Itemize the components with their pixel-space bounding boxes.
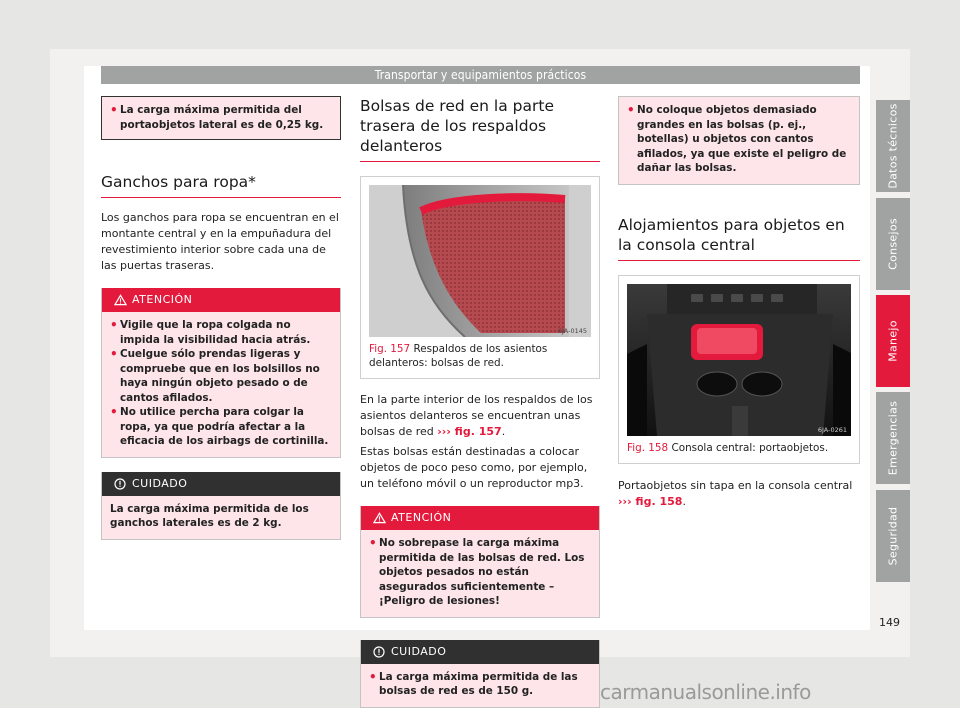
atencion-bullet: • Cuelgue sólo prendas ligeras y compruebe que en los bolsillos no haya ningún objeto pesado o de cantos afilados. <box>110 347 332 405</box>
paragraph-ganchos: Los ganchos para ropa se encuentran en el montante central y en la empuñadura del revestimiento interior sobre cada una de las puertas traseras. <box>101 211 339 272</box>
figure-157-label: Fig. 157 <box>369 343 411 355</box>
paragraph-bolsas-1 <box>360 392 600 440</box>
figure-158-caption-text: Consola central: portaobjetos. <box>671 441 829 454</box>
atencion-box-2 <box>360 506 600 618</box>
figure-157-image <box>369 185 591 337</box>
figure-157-link[interactable]: ››› fig. 157 <box>437 425 502 438</box>
paragraph-text: Portaobjetos sin tapa en la consola central <box>618 478 853 492</box>
info-circle-icon <box>114 478 126 490</box>
paragraph-text: . <box>682 494 686 508</box>
figure-158-link[interactable]: ››› fig. 158 <box>618 494 683 508</box>
tab-label: Consejos <box>886 218 900 270</box>
tab-datos-tecnicos[interactable] <box>876 100 910 192</box>
column-1 <box>101 96 341 540</box>
atencion-bullet: • No utilice percha para colgar la ropa, ya que podría afectar a la eficacia de los airbags de cortinilla. <box>110 405 332 449</box>
seat-back-net-illustration <box>369 185 591 337</box>
atencion-body <box>102 312 340 457</box>
cuidado-header <box>102 472 340 496</box>
tab-emergencias[interactable] <box>876 392 910 484</box>
paragraph-text: . <box>501 425 506 438</box>
page-header: Transportar y equipamientos prácticos <box>101 66 860 84</box>
section-title-bolsas: Bolsas de red en la parte trasera de los respaldos delanteros <box>360 96 600 162</box>
cuidado-body: La carga máxima permitida de los ganchos laterales es de 2 kg. <box>110 502 309 529</box>
center-console-illustration <box>627 284 851 436</box>
atencion-continued-body <box>619 97 859 184</box>
atencion-bullet: • No coloque objetos demasiado grandes en las bolsas (p. ej., botellas) u objetos con cantos afilados, ya que existe el peligro de dañar las bolsas. <box>627 103 851 176</box>
tab-label: Manejo <box>886 320 900 362</box>
paragraph-alojamientos <box>618 478 860 510</box>
atencion-label: ATENCIÓN <box>132 293 193 306</box>
atencion-body-2 <box>361 530 599 617</box>
tab-label: Datos técnicos <box>886 103 900 189</box>
tab-label: Seguridad <box>886 506 900 566</box>
section-title-ganchos: Ganchos para ropa* <box>101 172 341 198</box>
page-number: 149 <box>879 616 900 629</box>
info-circle-icon <box>373 646 385 658</box>
note-bullet: • La carga máxima permitida del portaobjetos lateral es de 0,25 kg. <box>110 103 332 132</box>
paragraph-text: En la parte interior de los respaldos de los asientos delanteros se encuentran unas bolsas de red <box>360 393 593 438</box>
atencion-label-2: ATENCIÓN <box>391 511 452 524</box>
cuidado-bullet: • La carga máxima permitida de las bolsas de red es de 150 g. <box>369 670 591 699</box>
atencion-continued-box <box>618 96 860 185</box>
figure-158-caption <box>619 436 859 463</box>
tab-label: Emergencias <box>886 400 900 476</box>
tab-consejos[interactable] <box>876 198 910 290</box>
cuidado-label-2: CUIDADO <box>391 644 447 658</box>
atencion-header <box>102 288 340 312</box>
cuidado-header-2 <box>361 640 599 664</box>
figure-158-image <box>627 284 851 436</box>
cuidado-box <box>101 472 341 540</box>
column-3 <box>618 96 860 510</box>
figure-158-label: Fig. 158 <box>627 441 669 454</box>
tab-seguridad[interactable] <box>876 490 910 582</box>
paragraph-bolsas-2: Estas bolsas están destinadas a colocar objetos de poco peso como, por ejemplo, un teléfono móvil o un reproductor mp3. <box>360 445 588 490</box>
note-box-top <box>101 96 341 140</box>
atencion-header-2 <box>361 506 599 530</box>
watermark-text: carmanualsonline.info <box>600 680 811 704</box>
atencion-bullet: • Vigile que la ropa colgada no impida la visibilidad hacia atrás. <box>110 318 332 347</box>
warning-triangle-icon <box>114 294 127 306</box>
tab-manejo[interactable] <box>876 295 910 387</box>
cuidado-body-2 <box>361 664 599 707</box>
cuidado-label: CUIDADO <box>132 476 188 490</box>
figure-158-code: 6JA-0261 <box>817 425 847 434</box>
warning-triangle-icon <box>373 512 386 524</box>
figure-158 <box>618 275 860 464</box>
column-2 <box>360 96 600 708</box>
figure-157-caption-text: Respaldos de los asientos delanteros: bolsas de red. <box>369 343 548 369</box>
cuidado-box-2 <box>360 640 600 708</box>
figure-157 <box>360 176 600 379</box>
figure-157-caption <box>361 337 599 378</box>
section-title-alojamientos: Alojamientos para objetos en la consola central <box>618 215 860 261</box>
figure-157-code: 6JA-0145 <box>557 327 587 335</box>
atencion-bullet: • No sobrepase la carga máxima permitida de las bolsas de red. Los objetos pesados no están asegurados suficientemente – ¡Peligro de lesiones! <box>369 536 591 609</box>
atencion-box <box>101 288 341 458</box>
